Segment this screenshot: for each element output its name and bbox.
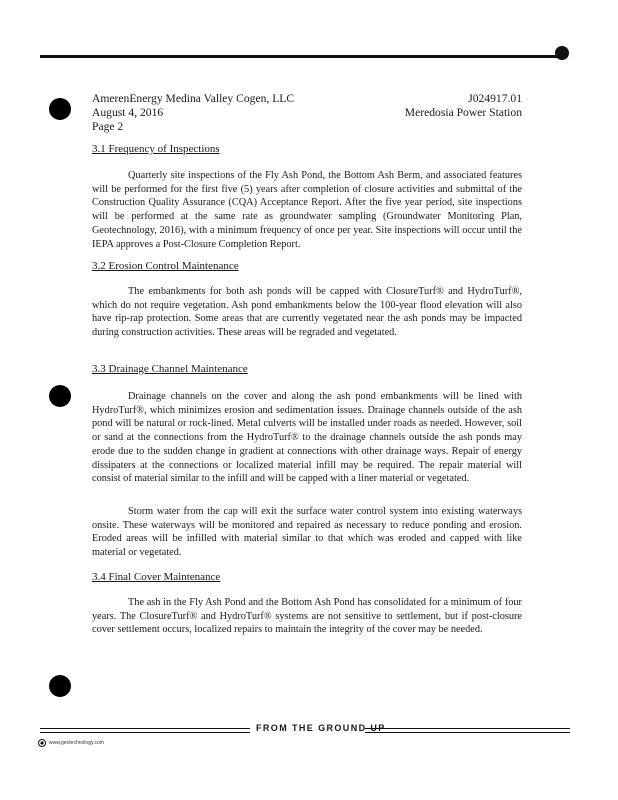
top-rule-end-mark — [555, 46, 569, 60]
paragraph-erosion-control: The embankments for both ash ponds will be capped with ClosureTurf® and HydroTurf®, which do not require vegetation. Ash pond embankments below the 100-year flood elevation will also have rip-rap protection. Some areas that are currently vegetated near the ash ponds may be impacted during construction activities. These areas will be regraded and vegetated. — [92, 286, 522, 339]
binder-hole-middle — [49, 385, 71, 407]
paragraph-final-cover: The ash in the Fly Ash Pond and the Bottom Ash Pond has consolidated for a minimum of four years. The ClosureTurf® and HydroTurf® systems are not sensitive to settlement, but if post-closure cover settlement occurs, localized repairs to maintain the integrity of the cover may be needed. — [92, 597, 522, 636]
binder-hole-top — [49, 98, 71, 120]
footer-tagline: FROM THE GROUND UP — [256, 723, 386, 733]
project-number: J024917.01 — [468, 92, 522, 105]
footer-rule-left — [40, 728, 250, 733]
letter-date: August 4, 2016 — [92, 106, 164, 119]
station-name: Meredosia Power Station — [404, 106, 522, 119]
binder-hole-bottom — [49, 675, 71, 697]
top-rule — [40, 55, 560, 58]
section-title-drainage-channel: 3.3 Drainage Channel Maintenance — [92, 363, 248, 375]
paragraph-drainage-channel-2: Storm water from the cap will exit the surface water control system into existing waterways onsite. These waterways will be monitored and repaired as necessary to reduce ponding and erosion. Eroded areas will be infilled with material similar to that which was eroded and capped with like material or vegetated. — [92, 506, 522, 559]
globe-icon — [38, 739, 46, 747]
paragraph-inspections: Quarterly site inspections of the Fly Ash Pond, the Bottom Ash Berm, and associated features will be performed for the first five (5) years after completion of closure activities and submittal of the Construction Quality Assurance (CQA) Acceptance Report. After the five year period, site inspections will be performed at the same rate as groundwater sampling (Groundwater Monitoring Plan, Geotechnology, 2016), with a minimum frequency of once per year. Site inspections will occur until the IEPA approves a Post-Closure Completion Report. — [92, 170, 522, 250]
footer-brand-url: www.geotechnology.com — [49, 740, 104, 746]
section-title-erosion-control: 3.2 Erosion Control Maintenance — [92, 260, 239, 272]
letter-header — [92, 92, 522, 134]
company-name: AmerenEnergy Medina Valley Cogen, LLC — [92, 92, 295, 105]
section-title-final-cover: 3.4 Final Cover Maintenance — [92, 571, 221, 583]
section-title-inspections: 3.1 Frequency of Inspections — [92, 143, 220, 155]
footer-rule-right — [365, 728, 570, 733]
footer-brand — [38, 739, 104, 747]
page-number: Page 2 — [92, 120, 124, 133]
paragraph-drainage-channel-1: Drainage channels on the cover and along the ash pond embankments will be lined with HydroTurf®, which minimizes erosion and sedimentation issues. Drainage channels outside of the ash pond will be natural or rock-lined. Metal culverts will be installed under roads as needed. However, soil or sand at the connections from the HydroTurf® to the drainage channels outside the ash ponds may erode due to the sudden change in gradient at connections with other drainage ways. Repair of energy dissipaters at the connections or localized material infill may be required. The repair material will consist of material similar to the infill and will be capped with a liner material or vegetated. — [92, 391, 522, 485]
